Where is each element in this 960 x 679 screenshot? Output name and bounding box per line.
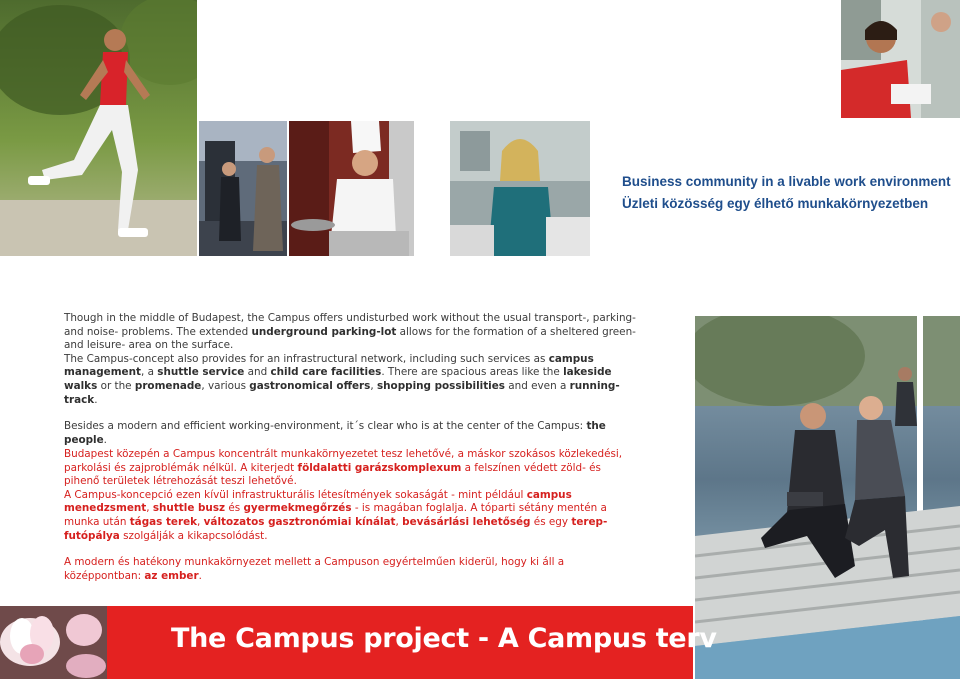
banner-title: The Campus project - A Campus terv	[171, 623, 717, 654]
runner-photo	[0, 0, 197, 256]
hungarian-body-text	[64, 448, 639, 583]
english-paragraph-3: Besides a modern and efficient working-environment, it´s clear who is at the center of the Campus: the people.	[64, 420, 606, 446]
hungarian-paragraph-2: A Campus-koncepció ezen kívül infrastrukturális létesítmények sokaságát - mint például campus menedzsment, shuttle busz és gyermekmegőrzés - is magában foglalja. A tóparti sétány mentén a munka után tágas terek, változatos gasztronómiai kínálat, bevásárlási lehetőség és egy terep-futópálya szolgálják a kikapcsolódást.	[64, 488, 608, 542]
headline-english: Business community in a livable work environment	[622, 174, 951, 189]
headline-hungarian: Üzleti közösség egy élhető munkakörnyezetben	[622, 196, 929, 211]
lakeside-steps-photo	[695, 316, 960, 679]
english-body-text	[64, 312, 639, 447]
students-photo	[841, 0, 960, 118]
hungarian-paragraph-1: Budapest közepén a Campus koncentrált munkakörnyezetet tesz lehetővé, a máskor szokásos közlekedési, parkolási és zajproblémák nélkül. A kiterjedt földalatti garázskomplexum a felszínen védett zöld- és pihenő területek létrehozását teszi lehetővé.	[64, 448, 623, 488]
english-paragraph-2: The Campus-concept also provides for an infrastructural network, including such services as campus management, a shuttle service and child care facilities. There are spacious areas like the lakeside walks or the promenade, various gastronomical offers, shopping possibilities and even a running- track.	[64, 352, 620, 406]
magnolia-photo	[0, 606, 107, 679]
hungarian-paragraph-3: A modern és hatékony munkakörnyezet mellett a Campuson egyértelműen kiderül, hogy ki áll a középpontban: az ember.	[64, 556, 565, 582]
english-paragraph-1: Though in the middle of Budapest, the Campus offers undisturbed work without the usual transport-, parking- and noise- problems. The extended underground parking-lot allows for the formation of a sheltered green- and leisure- area on the surface.	[64, 312, 636, 352]
commuters-photo	[199, 121, 287, 256]
chef-photo	[289, 121, 414, 256]
office-worker-photo	[450, 121, 590, 256]
title-banner	[107, 606, 717, 679]
